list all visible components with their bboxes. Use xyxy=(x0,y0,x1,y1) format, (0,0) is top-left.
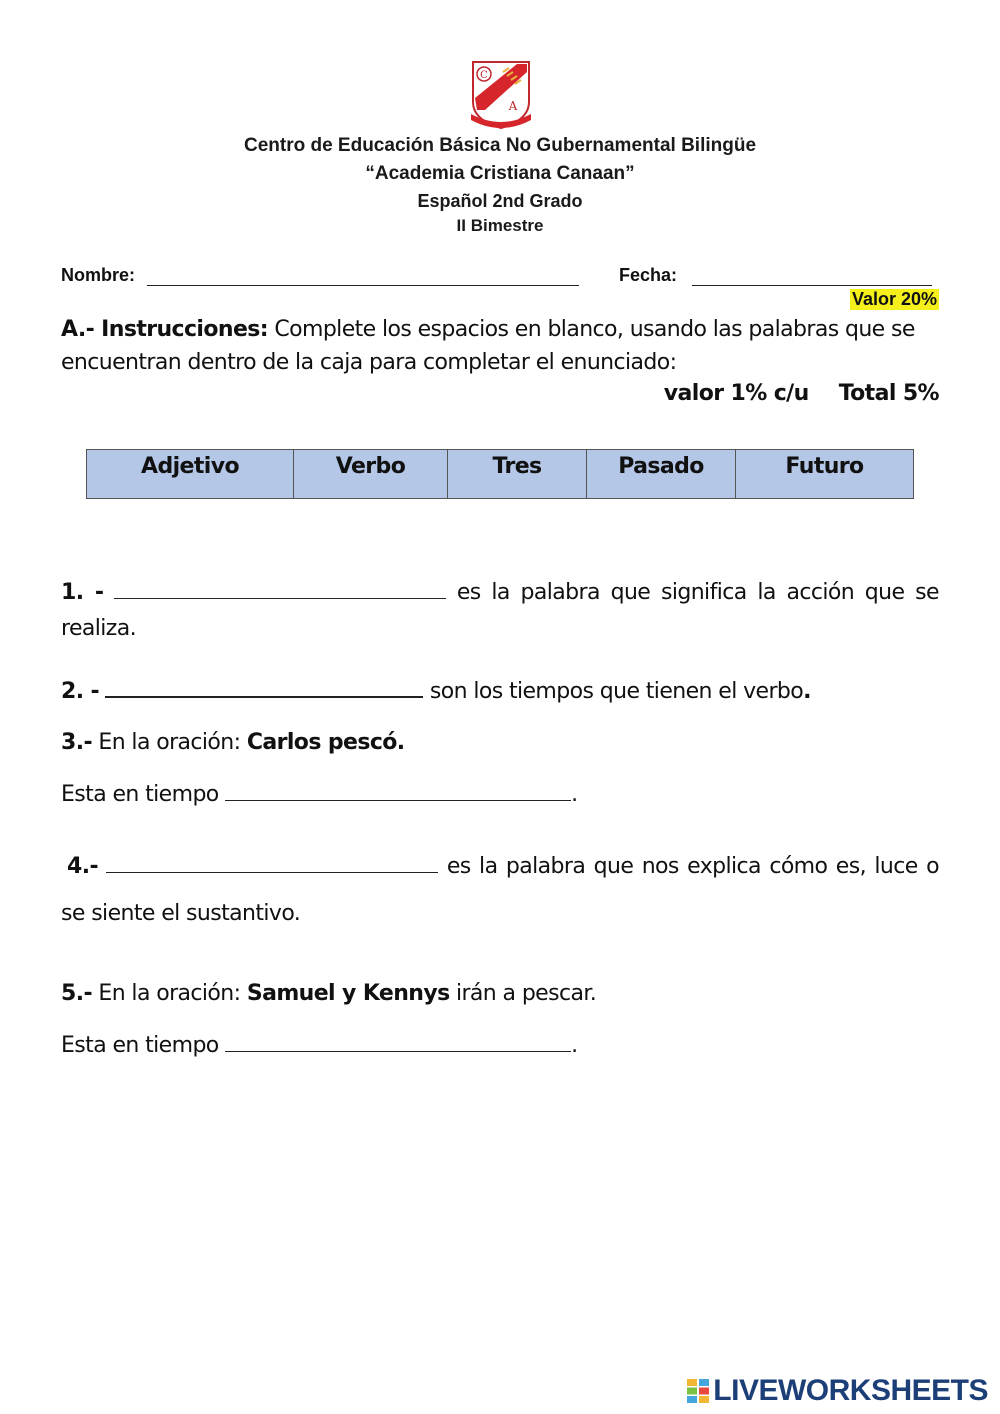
date-label: Fecha: xyxy=(619,265,678,285)
word-box-cell: Tres xyxy=(448,450,587,499)
word-box-cell: Verbo xyxy=(294,450,448,499)
question-2 xyxy=(61,676,939,704)
question-1-line-2: realiza. xyxy=(61,616,137,641)
question-3-lead: En la oración: xyxy=(92,730,247,755)
instructions xyxy=(61,313,941,379)
total-value: Total 5% xyxy=(838,381,939,406)
total-value-badge: Valor 20% xyxy=(851,289,937,309)
question-5-period: . xyxy=(571,1033,578,1058)
question-3-sentence: Carlos pescó. xyxy=(246,730,405,755)
question-5 xyxy=(61,981,939,1006)
question-4-text: es la palabra que nos explica cómo es, luce o xyxy=(446,854,939,879)
word-box-cell: Futuro xyxy=(736,450,914,499)
instructions-text: Complete los espacios en blanco, usando las palabras que se encuentran dentro de la caja para completar el enunciado: xyxy=(61,317,915,375)
question-3-blank[interactable] xyxy=(225,780,571,801)
word-box-cell: Pasado xyxy=(587,450,736,499)
question-1-text: es la palabra que significa la acción que se xyxy=(456,580,939,605)
liveworksheets-icon xyxy=(687,1379,709,1403)
liveworksheets-brand: LIVEWORKSHEETS xyxy=(713,1374,988,1407)
question-3-period: . xyxy=(571,782,578,807)
question-5-prompt: Esta en tiempo xyxy=(61,1033,226,1058)
question-3 xyxy=(61,730,939,755)
academy-name: “Academia Cristiana Canaan” xyxy=(365,163,635,184)
question-5-number: 5.- xyxy=(61,981,92,1006)
question-4 xyxy=(61,852,939,879)
question-3-prompt: Esta en tiempo xyxy=(61,782,226,807)
question-1-number: 1. - xyxy=(61,580,104,605)
liveworksheets-logo xyxy=(687,1374,988,1408)
question-5-blank[interactable] xyxy=(225,1031,571,1052)
svg-text:C: C xyxy=(480,70,488,81)
word-box-cell: Adjetivo xyxy=(87,450,294,499)
instructions-label: A.- Instrucciones: xyxy=(61,317,268,342)
question-5-answer-line xyxy=(61,1031,939,1058)
school-crest-logo xyxy=(467,58,535,130)
question-3-number: 3.- xyxy=(61,730,92,755)
term: II Bimestre xyxy=(456,216,544,235)
question-1-blank[interactable] xyxy=(114,578,446,599)
question-2-text: son los tiempos que tienen el verbo xyxy=(429,679,804,704)
word-box xyxy=(86,449,914,499)
question-4-number: 4.- xyxy=(67,854,98,879)
question-2-period: . xyxy=(803,679,811,704)
question-5-sentence: Samuel y Kennys xyxy=(246,981,450,1006)
question-5-lead: En la oración: xyxy=(92,981,247,1006)
question-5-rest: irán a pescar. xyxy=(449,981,597,1006)
name-label: Nombre: xyxy=(61,265,136,285)
question-1 xyxy=(61,578,939,605)
date-input-line[interactable] xyxy=(692,285,932,286)
name-input-line[interactable] xyxy=(147,285,579,286)
value-summary xyxy=(664,381,939,406)
question-4-line-2: se siente el sustantivo. xyxy=(61,901,301,926)
per-item-value: valor 1% c/u xyxy=(663,381,809,406)
question-2-number: 2. - xyxy=(61,679,100,704)
question-3-answer-line xyxy=(61,780,939,807)
question-2-blank[interactable] xyxy=(105,676,423,698)
svg-text:A: A xyxy=(508,99,518,113)
subject-grade: Español 2nd Grado xyxy=(417,191,583,211)
question-4-blank[interactable] xyxy=(106,852,438,873)
school-name: Centro de Educación Básica No Gubernamental Bilingüe xyxy=(243,135,757,156)
